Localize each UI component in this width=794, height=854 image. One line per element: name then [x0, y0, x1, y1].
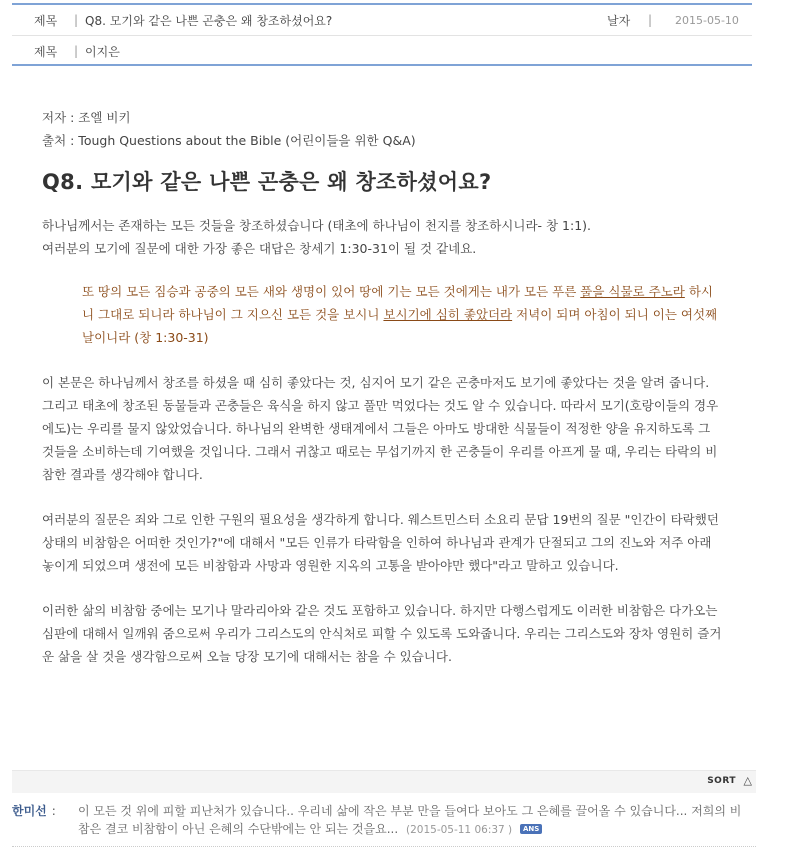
comment-author-name: 한미선: [12, 804, 47, 818]
reply-badge[interactable]: ANS: [520, 824, 542, 834]
quote-text: 하시니 그대로 되니라 하나님이 그 지으신 모든 것을 보시니: [82, 284, 713, 322]
subject-value: Q8. 모기와 같은 나쁜 곤충은 왜 창조하셨어요?: [85, 13, 333, 28]
comment-sort-bar: [12, 770, 756, 793]
intro-line-1: 하나님께서는 존재하는 모든 것들을 창조하셨습니다 (태초에 하나님이 천지를 창조하시니라- 창 1:1).: [42, 218, 592, 233]
comment-body: [78, 802, 750, 839]
sort-button[interactable]: SORT: [707, 776, 736, 786]
author-label: 제목: [34, 44, 58, 59]
quote-text: 저녁이 되며 아침이 되니 이는 여섯째 날이니라 (창 1:30-31): [82, 307, 718, 345]
article-author-line: 저자 : 조엘 비키: [42, 110, 131, 125]
date-label: 날자: [607, 13, 631, 28]
comment-text: 이 모든 것 위에 피할 피난처가 있습니다.. 우리네 삶에 작은 부분 만을 들여다 보아도 그 은혜를 끌어올 수 있습니다... 저희의 비참은 결코 비참함이 아닌 은혜의 수단밖에는 안 되는 것을요...: [78, 804, 742, 836]
comment-author[interactable]: [12, 802, 56, 819]
date-value: 2015-05-10: [675, 13, 739, 27]
article-body: [42, 106, 722, 690]
article-paragraph: 여러분의 질문은 죄와 그로 인한 구원의 필요성을 생각하게 합니다. 웨스트민스터 소요리 문답 19번의 질문 "인간이 타락했던 상태의 비참함은 어떠한 것인가?"에 대해서 "모든 인류가 타락함을 인하여 하나님과 관계가 단절되고 그의 진노와 저주 아래 놓이게 되었으며 생전에 모든 비참함과 사망과 영원한 지옥의 고통을 받아야만 했다"라고 말하고 있습니다.: [42, 512, 719, 573]
article-source-line: 출처 : Tough Questions about the Bible (어린이들을 위한 Q&A): [42, 133, 416, 148]
separator: |: [648, 13, 653, 27]
quote-underline: 보시기에 심히 좋았더라: [383, 307, 513, 322]
author-value: 이지은: [85, 44, 120, 59]
intro-line-2: 여러분의 모기에 질문에 대한 가장 좋은 대답은 창세기 1:30-31이 될 것 같네요.: [42, 241, 477, 256]
article-intro: [42, 214, 722, 260]
separator: |: [74, 13, 79, 27]
subject-row: [12, 5, 752, 36]
article-meta: [42, 106, 722, 152]
comment-divider: [12, 846, 756, 847]
subject-label: 제목: [34, 13, 58, 28]
comment-date: (2015-05-11 06:37 ): [406, 824, 513, 836]
separator: |: [74, 44, 79, 58]
article-title: Q8. 모기와 같은 나쁜 곤충은 왜 창조하셨어요?: [42, 170, 492, 194]
triangle-up-icon[interactable]: △: [743, 774, 752, 787]
comment-colon: :: [51, 804, 56, 818]
article-paragraph: 이 본문은 하나님께서 창조를 하셨을 때 심히 좋았다는 것, 심지어 모기 같은 곤충마저도 보기에 좋았다는 것을 알려 줍니다. 그리고 태초에 창조된 동물들과 곤충들은 육식을 하지 않고 풀만 먹었다는 것도 알 수 있습니다. 따라서 모기(호랑이들의 경우에도)는 우리를 물지 않았었습니다. 하나님의 완벽한 생태계에서 그들은 아마도 방대한 식물들이 적정한 양을 유지하도록 그것들을 소비하는데 기여했을 것입니다. 그래서 귀찮고 때로는 무섭기까지 한 곤충들이 우리를 아프게 물 때, 우리는 타락의 비참한 결과를 생각해야 합니다.: [42, 375, 719, 482]
quote-underline: 풀을 식물로 주노라: [580, 284, 685, 299]
scripture-quote: [82, 280, 722, 349]
board-header-bottom-border: [12, 64, 752, 66]
author-row: [12, 36, 752, 66]
article-paragraph: 이러한 삶의 비참함 중에는 모기나 말라리아와 같은 것도 포함하고 있습니다. 하지만 다행스럽게도 이러한 비참함은 다가오는 심판에 대해서 일깨워 줌으로써 우리가 그리스도의 안식처로 피할 수 있도록 도와줍니다. 우리는 그리스도와 장차 영원히 즐거운 삶을 살 것을 생각함으로써 오늘 당장 모기에 대해서는 참을 수 있습니다.: [42, 603, 722, 664]
quote-text: 또 땅의 모든 짐승과 공중의 모든 새와 생명이 있어 땅에 기는 모든 것에게는 내가 모든 푸른: [82, 284, 581, 299]
